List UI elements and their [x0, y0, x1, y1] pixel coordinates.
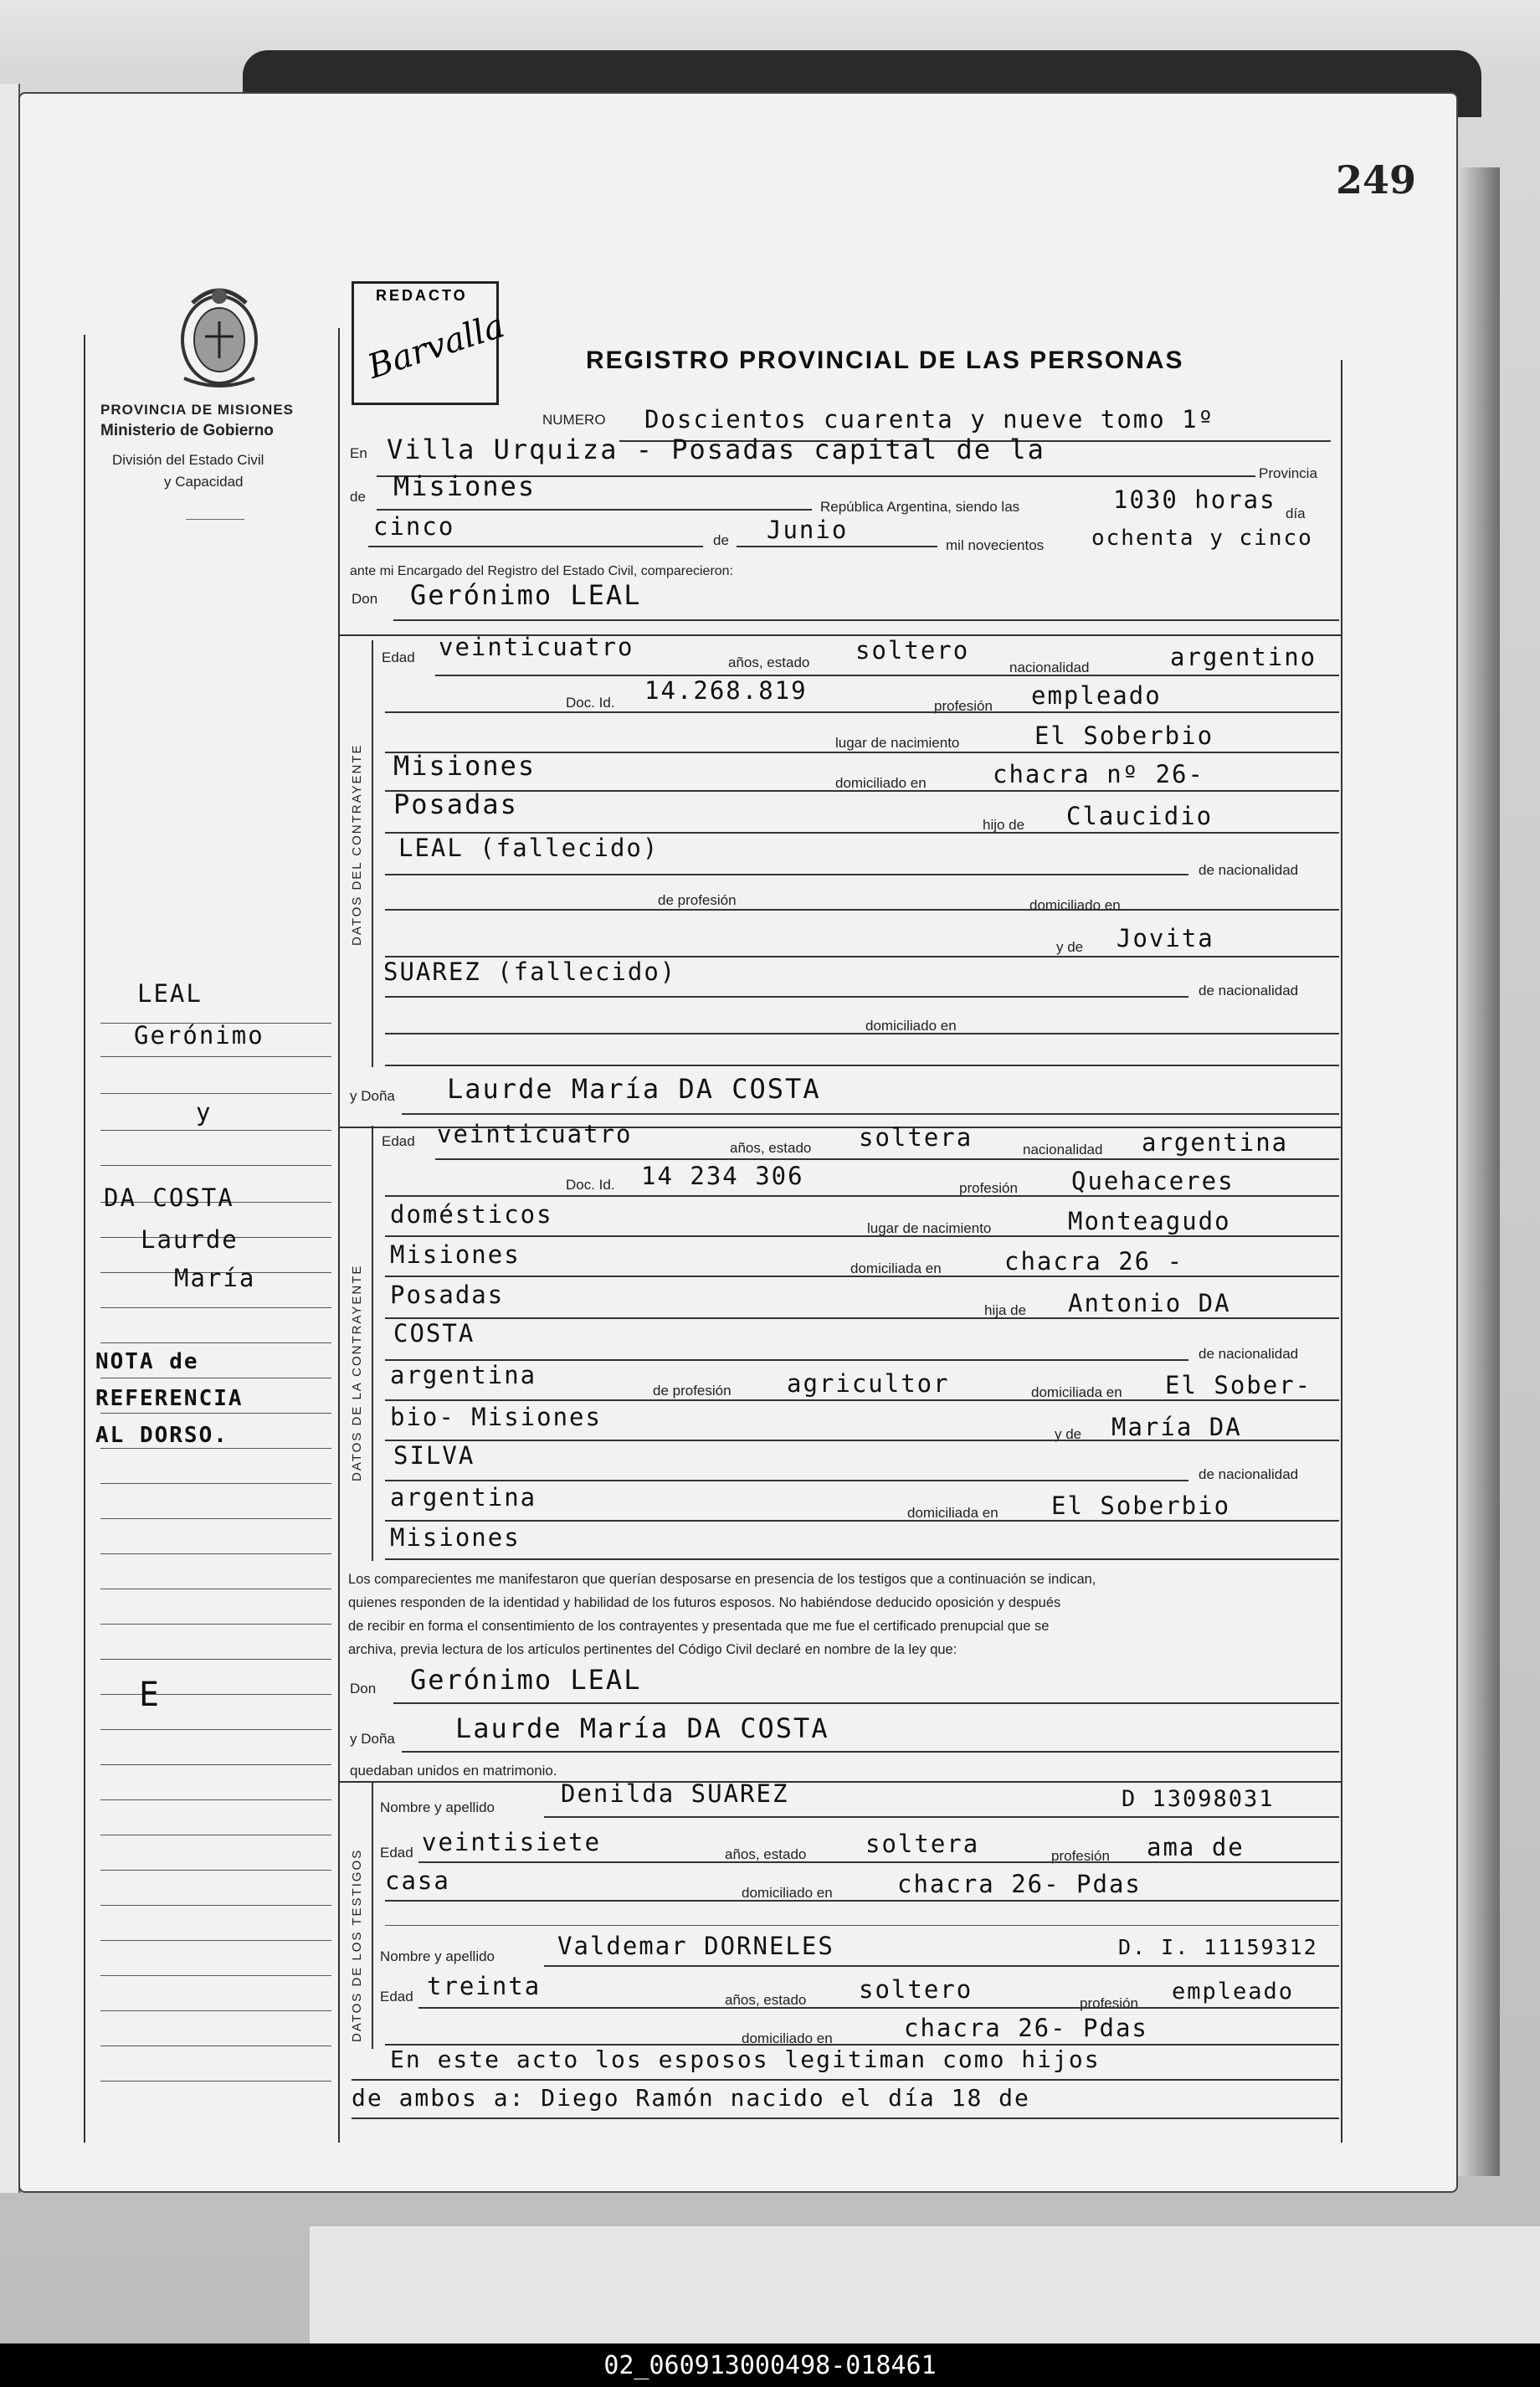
line-bride-mother-dom	[385, 1520, 1339, 1522]
groom-father: Claucidio	[1066, 802, 1214, 830]
witness2-name: Valdemar DORNELES	[557, 1932, 834, 1960]
margin-note-2: REFERENCIA	[95, 1386, 244, 1411]
margin-surname-groom: LEAL	[137, 979, 203, 1008]
witness2-profession: empleado	[1172, 1979, 1295, 2005]
line-w1-edad	[418, 1861, 1339, 1863]
label-groom-edad: Edad	[382, 649, 415, 665]
line-bride-end	[385, 1558, 1339, 1560]
line-groom-name	[393, 619, 1339, 621]
witness2-address: chacra 26- Pdas	[904, 2014, 1148, 2042]
label-bride-edad: Edad	[382, 1133, 415, 1149]
label-w2-nombre: Nombre y apellido	[380, 1948, 495, 1964]
label-bride-lugar: lugar de nacimiento	[867, 1220, 992, 1236]
line-bride-hija	[385, 1317, 1339, 1319]
witness-section-top	[338, 1781, 1341, 1783]
label-decl-don: Don	[350, 1681, 377, 1697]
line-groom-mother-surname	[385, 996, 1188, 998]
groom-mother-surname: SUAREZ (fallecido)	[383, 957, 677, 986]
label-provincia: Provincia	[1259, 465, 1317, 481]
label-republica: República Argentina, siendo las	[820, 499, 1020, 515]
groom-doc: 14.268.819	[644, 676, 808, 705]
label-quedaban: quedaban unidos en matrimonio.	[350, 1763, 557, 1779]
bottom-background	[310, 2226, 1540, 2343]
line-mes	[737, 546, 937, 547]
witness2-age: treinta	[427, 1972, 542, 2000]
statement-line-2: quienes responden de la identidad y habilidad de los futuros esposos. No habiéndose deducido oposición y después	[348, 1595, 1061, 1610]
label-bride-mother-nac: de nacionalidad	[1199, 1466, 1299, 1482]
label-w1-profesion: profesión	[1051, 1848, 1110, 1864]
bride-status: soltera	[859, 1123, 973, 1152]
coat-of-arms-icon	[167, 278, 271, 393]
bride-father-nationality: argentina	[390, 1361, 537, 1389]
groom-address-cont: Posadas	[393, 788, 518, 820]
line-groom-end	[385, 1065, 1339, 1066]
bride-nationality: argentina	[1142, 1128, 1289, 1157]
bride-mother: María DA	[1111, 1413, 1242, 1441]
witness1-age: veintisiete	[422, 1828, 602, 1856]
label-bride-domicilio: domiciliada en	[850, 1260, 942, 1276]
line-decl-don	[393, 1702, 1339, 1704]
label-bride-father-dom: domiciliada en	[1031, 1384, 1122, 1400]
bride-mother-cont: SILVA	[393, 1441, 475, 1470]
line-provincia	[377, 509, 812, 511]
groom-profession: empleado	[1031, 681, 1162, 710]
witness1-status: soltera	[865, 1830, 980, 1858]
label-mil-novecientos: mil novecientos	[946, 537, 1045, 553]
line-bride-mother	[385, 1440, 1339, 1441]
line-bride-lugar	[385, 1235, 1339, 1237]
line-w1-end	[385, 1925, 1339, 1926]
header-divider	[186, 519, 244, 520]
witness-section-border	[372, 1781, 373, 2049]
label-bride-father-nac: de nacionalidad	[1199, 1346, 1299, 1362]
scan-footer	[0, 2343, 1540, 2387]
groom-father-surname: LEAL (fallecido)	[398, 834, 660, 862]
page-edge-stack	[1458, 167, 1500, 2176]
line-groom-doc	[385, 711, 1339, 713]
witness2-di: D. I. 11159312	[1118, 1935, 1318, 1959]
label-w2-edad: Edad	[380, 1989, 413, 2005]
label-bride-hija: hija de	[984, 1302, 1027, 1318]
main-right-border	[1341, 360, 1342, 2143]
label-groom-nacionalidad: nacionalidad	[1009, 660, 1090, 675]
groom-address: chacra nº 26-	[993, 760, 1204, 788]
label-w1-nombre: Nombre y apellido	[380, 1799, 495, 1815]
label-groom-lugar: lugar de nacimiento	[835, 735, 960, 751]
line-groom-mother-dom	[385, 1033, 1339, 1034]
groom-status: soltero	[855, 636, 970, 665]
witness1-name: Denilda SUAREZ	[561, 1779, 789, 1808]
witness-section-label: DATOS DE LOS TESTIGOS	[350, 1848, 364, 2042]
act-day: cinco	[373, 512, 455, 541]
groom-age: veinticuatro	[439, 633, 634, 661]
margin-and: y	[196, 1098, 213, 1127]
label-bride-profesion: profesión	[959, 1180, 1018, 1196]
bride-doc: 14 234 306	[641, 1162, 804, 1190]
label-de-mes: de	[713, 532, 729, 548]
line-dia	[368, 546, 703, 547]
label-bride-father-prof: de profesión	[653, 1383, 732, 1399]
margin-name-groom: Gerónimo	[134, 1021, 264, 1050]
label-groom-mother-nac: de nacionalidad	[1199, 983, 1299, 998]
margin-note-3: AL DORSO.	[95, 1423, 228, 1448]
act-province: Misiones	[393, 470, 536, 502]
label-numero: NUMERO	[542, 412, 606, 428]
division-header-2: y Capacidad	[164, 474, 244, 490]
groom-birthplace-cont: Misiones	[393, 750, 536, 782]
ministry-header: Ministerio de Gobierno	[100, 422, 274, 439]
margin-mark: E	[139, 1676, 162, 1714]
label-en: En	[350, 445, 367, 461]
groom-section-border	[372, 640, 373, 1067]
bride-father-address-cont: bio- Misiones	[390, 1403, 602, 1431]
label-ante: ante mi Encargado del Registro del Estado Civil, comparecieron:	[350, 564, 734, 578]
margin-note-1: NOTA de	[95, 1349, 199, 1374]
line-w1-domicilio	[385, 1900, 1339, 1902]
division-header-1: División del Estado Civil	[112, 452, 264, 468]
margin-surname-bride: DA COSTA	[104, 1183, 234, 1212]
stamp-label: REDACTO	[376, 287, 468, 304]
bride-birthplace-cont: Misiones	[390, 1240, 521, 1269]
groom-section-label: DATOS DEL CONTRAYENTE	[350, 743, 364, 946]
label-groom-hijo: hijo de	[983, 817, 1025, 833]
margin-name-bride-2: María	[174, 1264, 256, 1292]
label-w2-estado: años, estado	[725, 1992, 807, 2008]
redacto-stamp	[352, 281, 510, 405]
footer-code: 02_060913000498-018461	[603, 2350, 937, 2380]
label-groom-doc: Doc. Id.	[566, 695, 615, 711]
bride-father-profession: agricultor	[787, 1369, 950, 1398]
line-groom-domicilio	[385, 790, 1339, 792]
note-line-1: En este acto los esposos legitiman como hijos	[390, 2046, 1101, 2073]
bride-father-address: El Sober-	[1165, 1371, 1312, 1399]
bride-address-cont: Posadas	[390, 1281, 505, 1309]
margin-name-bride-1: Laurde	[141, 1225, 239, 1254]
bride-profession-cont: domésticos	[390, 1200, 553, 1229]
bride-father-cont: COSTA	[393, 1319, 475, 1348]
bride-mother-address-cont: Misiones	[390, 1523, 521, 1552]
label-groom-mother-dom: domiciliado en	[865, 1018, 957, 1034]
witness1-di: D 13098031	[1122, 1786, 1275, 1812]
bride-name: Laurde María DA COSTA	[447, 1073, 821, 1105]
stamp-signature: Barvalla	[363, 306, 510, 387]
label-groom-father-prof: de profesión	[658, 892, 737, 908]
label-groom-estado: años, estado	[728, 654, 810, 670]
label-de: de	[350, 489, 366, 505]
act-hour: 1030 horas	[1113, 485, 1276, 514]
page-number: 249	[1336, 157, 1417, 203]
line-w2-edad	[418, 2007, 1339, 2009]
decl-groom: Gerónimo LEAL	[410, 1664, 642, 1696]
left-page-edge	[0, 84, 20, 2193]
bride-section-border	[372, 1126, 373, 1561]
line-decl-dona	[402, 1751, 1339, 1753]
label-bride-y-de: y de	[1055, 1426, 1082, 1442]
bride-section-label: DATOS DE LA CONTRAYENTE	[350, 1264, 364, 1481]
label-groom-father-dom: domiciliado en	[1029, 897, 1121, 913]
label-w1-estado: años, estado	[725, 1846, 807, 1862]
label-groom-profesion: profesión	[934, 698, 993, 714]
left-margin-border	[84, 335, 85, 2143]
label-w1-edad: Edad	[380, 1845, 413, 1861]
label-del-dia: día	[1286, 506, 1306, 521]
decl-bride: Laurde María DA COSTA	[455, 1712, 829, 1744]
line-bride-doc	[385, 1195, 1339, 1197]
groom-birthplace: El Soberbio	[1034, 721, 1214, 750]
label-w1-domicilio: domiciliado en	[742, 1885, 833, 1901]
label-don: Don	[352, 591, 378, 607]
groom-mother: Jovita	[1116, 924, 1214, 952]
province-header: PROVINCIA DE MISIONES	[100, 402, 295, 418]
witness1-profession: ama de	[1147, 1833, 1245, 1861]
line-bride-name	[402, 1113, 1339, 1115]
line-groom-father-prof	[385, 909, 1339, 911]
act-place: Villa Urquiza - Posadas capital de la	[387, 434, 1045, 465]
line-note-1	[352, 2079, 1339, 2081]
act-year: ochenta y cinco	[1091, 526, 1313, 551]
statement-line-3: de recibir en forma el consentimiento de los contrayentes y presentada que me fue el certificado prenupcial que se	[348, 1619, 1050, 1634]
line-bride-edad	[435, 1158, 1339, 1160]
groom-name: Gerónimo LEAL	[410, 579, 642, 611]
bride-age: veinticuatro	[437, 1120, 633, 1148]
bride-mother-address: El Soberbio	[1051, 1491, 1231, 1520]
line-w2-nombre	[544, 1965, 1339, 1967]
line-groom-edad	[435, 675, 1339, 676]
label-bride-mother-dom: domiciliada en	[907, 1505, 998, 1521]
label-groom-y-de: y de	[1056, 939, 1084, 955]
line-bride-father-prof	[385, 1399, 1339, 1401]
bride-father: Antonio DA	[1068, 1289, 1231, 1317]
groom-nationality: argentino	[1170, 643, 1317, 671]
note-line-2: de ambos a: Diego Ramón nacido el día 18 de	[352, 2084, 1030, 2112]
label-groom-domicilio: domiciliado en	[835, 775, 927, 791]
witness2-status: soltero	[859, 1975, 973, 2004]
bride-mother-nationality: argentina	[390, 1483, 537, 1512]
act-number: Doscientos cuarenta y nueve tomo 1º	[644, 405, 1215, 434]
bride-address: chacra 26 -	[1004, 1247, 1184, 1276]
line-w1-nombre	[544, 1816, 1339, 1818]
document-title: REGISTRO PROVINCIAL DE LAS PERSONAS	[586, 346, 1184, 374]
line-bride-mother-cont	[385, 1480, 1188, 1481]
act-month: Junio	[767, 516, 849, 544]
label-w2-profesion: profesión	[1080, 1995, 1138, 2011]
line-groom-father	[385, 874, 1188, 875]
bride-birthplace: Monteagudo	[1068, 1207, 1231, 1235]
line-bride-domicilio	[385, 1276, 1339, 1277]
label-w2-domicilio: domiciliado en	[742, 2030, 833, 2046]
statement-line-1: Los comparecientes me manifestaron que querían desposarse en presencia de los testigos que a continuación se indican,	[348, 1572, 1096, 1587]
witness1-address: chacra 26- Pdas	[897, 1870, 1142, 1898]
label-bride-doc: Doc. Id.	[566, 1177, 615, 1193]
statement-line-4: archiva, previa lectura de los artículos pertinentes del Código Civil declaré en nombre de la ley que:	[348, 1642, 957, 1657]
witness1-profession-cont: casa	[385, 1866, 450, 1895]
line-note-2	[352, 2118, 1339, 2119]
bride-profession: Quehaceres	[1071, 1167, 1235, 1195]
label-bride-estado: años, estado	[730, 1140, 812, 1156]
label-bride-nacionalidad: nacionalidad	[1023, 1142, 1103, 1158]
main-left-border	[338, 328, 340, 2143]
label-decl-dona: y Doña	[350, 1731, 395, 1747]
label-y-dona: y Doña	[350, 1088, 395, 1104]
label-groom-father-nac: de nacionalidad	[1199, 862, 1299, 878]
